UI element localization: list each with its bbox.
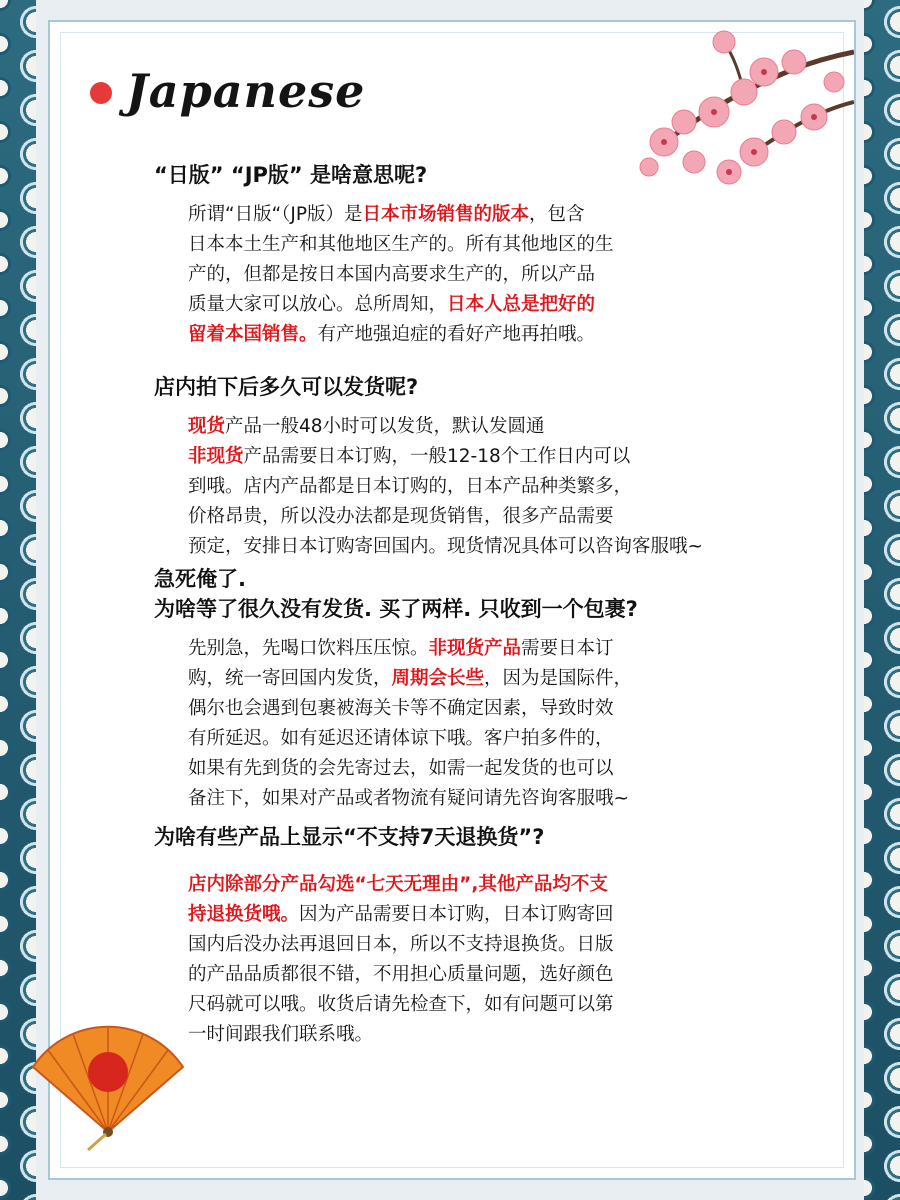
question-line: 店内拍下后多久可以发货呢? bbox=[154, 375, 419, 399]
answer-text: ，因为是国际件， bbox=[484, 668, 633, 689]
answer-text: 备注下，如果对产品或者物流有疑问请先咨询客服哦~ bbox=[188, 788, 630, 809]
answer-text: 一时间跟我们联系哦。 bbox=[188, 1024, 374, 1045]
answer-text: 需要日本订 bbox=[521, 638, 614, 659]
answer-text: 购，统一寄回国内发货， bbox=[188, 668, 392, 689]
question-1 bbox=[154, 160, 427, 190]
question-line: “日版” “JP版” 是啥意思呢? bbox=[154, 163, 428, 187]
answer-line bbox=[188, 960, 614, 990]
question-line: 为啥等了很久没有发货. 买了两样. 只收到一个包裹? bbox=[154, 597, 638, 621]
answer-text: 价格昂贵，所以没办法都是现货销售，很多产品需要 bbox=[188, 506, 614, 527]
answer-text: 因为产品需要日本订购，日本订购寄回 bbox=[299, 904, 614, 925]
answer-text: 产品需要日本订购，一般12-18个工作日内可以 bbox=[243, 446, 631, 467]
answer-line bbox=[188, 472, 703, 502]
answer-text: 有产地强迫症的看好产地再拍哦。 bbox=[317, 324, 596, 345]
question-line: 急死俺了. bbox=[154, 567, 246, 591]
answer-line bbox=[188, 990, 614, 1020]
answer-line bbox=[188, 930, 614, 960]
answer-3 bbox=[188, 634, 632, 814]
highlight-text: 日本市场销售的版本 bbox=[362, 204, 530, 225]
answer-line bbox=[188, 784, 632, 814]
answer-text: 产的，但都是按日本国内高要求生产的，所以产品 bbox=[188, 264, 596, 285]
content-card bbox=[48, 20, 856, 1180]
answer-line bbox=[188, 320, 614, 350]
title-dot-icon bbox=[90, 82, 112, 104]
wave-border-left bbox=[0, 0, 36, 1200]
highlight-text: 周期会长些 bbox=[391, 668, 485, 689]
highlight-text: 非现货产品 bbox=[428, 638, 522, 659]
answer-line bbox=[188, 200, 614, 230]
highlight-text: 持退换货哦。 bbox=[188, 904, 300, 925]
question-line: 为啥有些产品上显示“不支持7天退换货”? bbox=[154, 825, 545, 849]
highlight-text: 店内除部分产品勾选“七天无理由”,其他产品均不支 bbox=[188, 874, 608, 895]
question-4 bbox=[154, 822, 544, 852]
answer-line bbox=[188, 754, 632, 784]
highlight-text: 日本人总是把好的 bbox=[447, 294, 596, 315]
answer-text: 的产品品质都很不错，不用担心质量问题，选好颜色 bbox=[188, 964, 614, 985]
question-2 bbox=[154, 372, 418, 402]
answer-text: 日本本土生产和其他地区生产的。所有其他地区的生 bbox=[188, 234, 614, 255]
answer-text: 所谓“日版“（JP版）是 bbox=[188, 204, 363, 225]
highlight-text: 现货 bbox=[188, 416, 226, 437]
answer-text: 偶尔也会遇到包裹被海关卡等不确定因素，导致时效 bbox=[188, 698, 614, 719]
answer-text: 到哦。店内产品都是日本订购的，日本产品种类繁多， bbox=[188, 476, 633, 497]
answer-text: 尺码就可以哦。收货后请先检查下，如有问题可以第 bbox=[188, 994, 614, 1015]
answer-line bbox=[188, 502, 703, 532]
answer-line bbox=[188, 260, 614, 290]
question-3 bbox=[154, 564, 638, 624]
page-title: Japanese bbox=[126, 64, 366, 118]
answer-line bbox=[188, 532, 703, 562]
answer-line bbox=[188, 900, 614, 930]
answer-text: 先别急，先喝口饮料压压惊。 bbox=[188, 638, 429, 659]
answer-line bbox=[188, 1020, 614, 1050]
answer-text: 预定，安排日本订购寄回国内。现货情况具体可以咨询客服哦~ bbox=[188, 536, 704, 557]
answer-1 bbox=[188, 200, 614, 350]
answer-text: 有所延迟。如有延迟还请体谅下哦。客户拍多件的， bbox=[188, 728, 614, 749]
answer-line bbox=[188, 442, 703, 472]
answer-text: ，包含 bbox=[529, 204, 585, 225]
folding-fan-icon bbox=[28, 1022, 188, 1152]
answer-line bbox=[188, 664, 632, 694]
wave-border-right bbox=[864, 0, 900, 1200]
answer-text: 如果有先到货的会先寄过去，如需一起发货的也可以 bbox=[188, 758, 614, 779]
answer-line bbox=[188, 230, 614, 260]
answer-text: 国内后没办法再退回日本，所以不支持退换货。日版 bbox=[188, 934, 614, 955]
answer-text: 质量大家可以放心。总所周知， bbox=[188, 294, 448, 315]
highlight-text: 留着本国销售。 bbox=[188, 324, 318, 345]
answer-line bbox=[188, 412, 703, 442]
answer-line bbox=[188, 290, 614, 320]
answer-2 bbox=[188, 412, 703, 562]
answer-line bbox=[188, 870, 614, 900]
answer-text: 产品一般48小时可以发货，默认发圆通 bbox=[225, 416, 545, 437]
answer-line bbox=[188, 724, 632, 754]
highlight-text: 非现货 bbox=[188, 446, 244, 467]
answer-4 bbox=[188, 870, 614, 1050]
answer-line bbox=[188, 694, 632, 724]
answer-line bbox=[188, 634, 632, 664]
